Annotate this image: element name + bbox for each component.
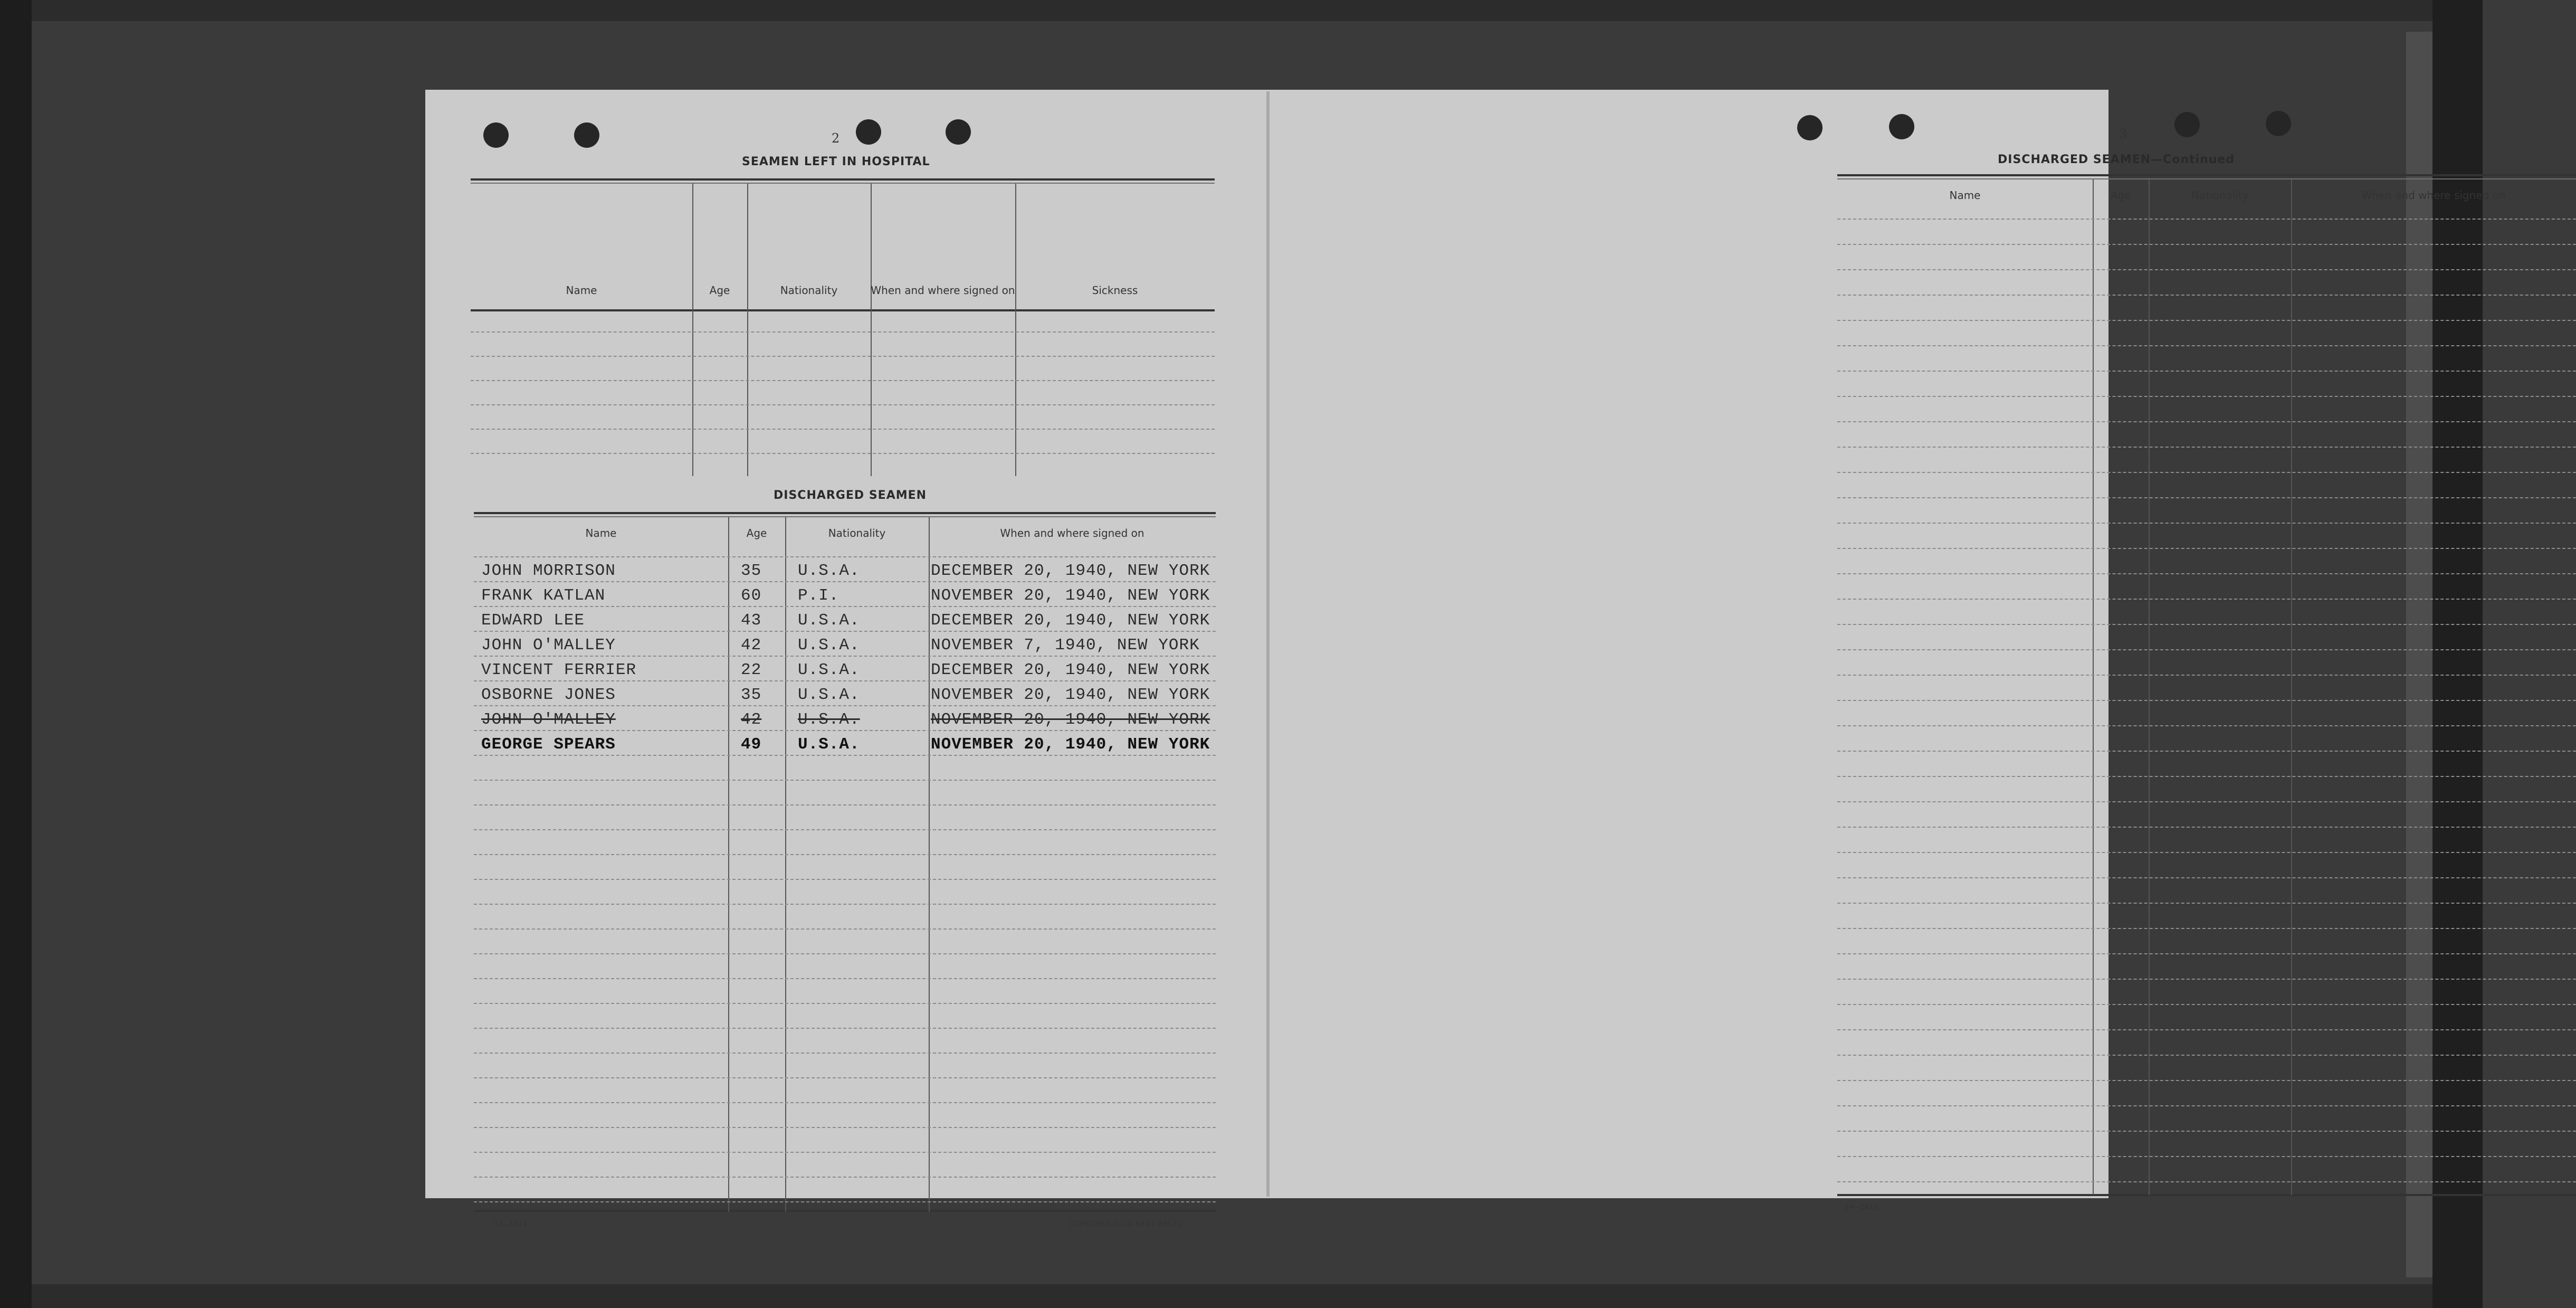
seaman-age: 43 (741, 611, 762, 630)
ruled-line (1837, 345, 2576, 346)
page-number: 3 (2119, 127, 2127, 141)
ruled-line (1837, 675, 2576, 676)
seaman-age: 35 (741, 562, 762, 580)
scan-border-bottom (0, 1284, 2483, 1308)
page-fold (1266, 91, 1270, 1197)
ruled-line (474, 1028, 1216, 1029)
ruled-line (1837, 1181, 2576, 1182)
ruled-line (1837, 827, 2576, 828)
ruled-line (1837, 371, 2576, 372)
seaman-name: JOHN O'MALLEY (481, 710, 616, 729)
ruled-line (474, 978, 1216, 979)
discharged-col-signed-on: When and where signed on (1000, 527, 1144, 539)
ruled-line (1837, 396, 2576, 397)
discharged-col-name: Name (585, 527, 617, 539)
ruled-line (1837, 1080, 2576, 1081)
ruled-line (474, 1053, 1216, 1054)
table-row (474, 657, 1216, 681)
discharged-col-nationality: Nationality (828, 527, 886, 539)
seaman-signed-on: NOVEMBER 20, 1940, NEW YORK (931, 586, 1210, 605)
ruled-line (471, 356, 1215, 357)
ruled-line (471, 331, 1215, 333)
ruled-line (474, 1127, 1216, 1128)
continued-col-name: Name (1949, 189, 1981, 202)
ruled-line (474, 804, 1216, 805)
table-row (474, 681, 1216, 706)
left-page (425, 90, 1266, 1228)
ruled-line (474, 829, 1216, 830)
hospital-col-age: Age (709, 284, 730, 297)
seaman-name: OSBORNE JONES (481, 686, 616, 704)
table-row (474, 731, 1216, 756)
punch-hole (856, 119, 881, 145)
ruled-line (1837, 649, 2576, 650)
seaman-signed-on: DECEMBER 20, 1940, NEW YORK (931, 562, 1210, 580)
punch-hole (1797, 115, 1823, 140)
right-page (1270, 90, 2506, 1211)
seaman-age: 22 (741, 661, 762, 679)
ruled-line (1837, 624, 2576, 625)
seaman-age: 49 (741, 735, 762, 754)
ruled-line (474, 1003, 1216, 1004)
seaman-name: FRANK KATLAN (481, 586, 606, 605)
ruled-line (1837, 928, 2576, 929)
form-number: 14—1613 (1845, 1203, 1878, 1211)
ruled-line (1837, 447, 2576, 448)
ruled-line (474, 780, 1216, 781)
ruled-line (1837, 801, 2576, 802)
ruled-line (471, 453, 1215, 454)
table-row (474, 632, 1216, 657)
continued-col-nationality: Nationality (2191, 189, 2249, 202)
punch-hole (1889, 114, 1914, 139)
punch-hole (574, 122, 599, 148)
ruled-line (474, 1152, 1216, 1153)
ruled-line (1837, 295, 2576, 296)
discharged-continued-table (1837, 174, 2576, 1201)
seaman-signed-on: NOVEMBER 20, 1940, NEW YORK (931, 686, 1210, 704)
ruled-line (1837, 700, 2576, 701)
ruled-line (474, 1177, 1216, 1178)
scan-border-left (0, 0, 32, 1308)
ruled-line (1837, 852, 2576, 853)
ruled-line (1837, 953, 2576, 954)
seaman-age: 42 (741, 636, 762, 655)
seaman-nationality: U.S.A. (798, 611, 860, 630)
table-row (474, 706, 1216, 731)
punch-hole (483, 122, 509, 148)
seaman-name: EDWARD LEE (481, 611, 585, 630)
form-number: 14—1613 (494, 1220, 527, 1228)
ruled-line (1837, 903, 2576, 904)
ruled-line (1837, 776, 2576, 777)
seaman-nationality: U.S.A. (798, 686, 860, 704)
seaman-signed-on: NOVEMBER 20, 1940, NEW YORK (931, 710, 1210, 729)
seaman-name: JOHN MORRISON (481, 562, 616, 580)
ruled-line (1837, 548, 2576, 549)
ruled-line (1837, 979, 2576, 980)
ruled-line (1837, 523, 2576, 524)
table-row (474, 557, 1216, 582)
discharged-table (474, 512, 1216, 1217)
ruled-line (1837, 751, 2576, 752)
ruled-line (1837, 421, 2576, 422)
ruled-line (1837, 472, 2576, 473)
ruled-line (474, 953, 1216, 954)
seaman-nationality: P.I. (798, 586, 839, 605)
seaman-name: JOHN O'MALLEY (481, 636, 616, 655)
ruled-line (471, 380, 1215, 381)
punch-hole (946, 119, 971, 145)
punch-hole (2174, 112, 2200, 137)
ruled-line (1837, 1105, 2576, 1106)
ruled-line (1837, 1156, 2576, 1157)
ruled-line (474, 1201, 1216, 1202)
ruled-line (1837, 269, 2576, 270)
seaman-signed-on: DECEMBER 20, 1940, NEW YORK (931, 661, 1210, 679)
seaman-signed-on: NOVEMBER 7, 1940, NEW YORK (931, 636, 1200, 655)
ruled-line (1837, 573, 2576, 574)
ruled-line (1837, 1055, 2576, 1056)
ruled-line (1837, 725, 2576, 726)
ruled-line (474, 1077, 1216, 1078)
ruled-line (1837, 1029, 2576, 1030)
discharged-col-age: Age (746, 527, 767, 539)
page-number: 2 (832, 131, 840, 146)
ruled-line (1837, 599, 2576, 600)
right-page-title: DISCHARGED SEAMEN—Continued (1998, 153, 2235, 166)
seaman-signed-on: NOVEMBER 20, 1940, NEW YORK (931, 735, 1210, 754)
hospital-col-sickness: Sickness (1092, 284, 1138, 297)
continued-note: [CONTINUED ON NEXT PAGE] (1069, 1220, 1182, 1228)
scan-border-top (0, 0, 2483, 21)
continued-col-signed-on: When and where signed on (2361, 189, 2506, 202)
seaman-age: 42 (741, 710, 762, 729)
hospital-col-signed-on: When and where signed on (871, 284, 1015, 297)
seaman-nationality: U.S.A. (798, 562, 860, 580)
ruled-line (474, 854, 1216, 855)
table-row (474, 607, 1216, 632)
hospital-col-name: Name (566, 284, 597, 297)
ruled-line (474, 879, 1216, 880)
hospital-col-nationality: Nationality (780, 284, 838, 297)
ruled-line (474, 928, 1216, 930)
ruled-line (1837, 497, 2576, 498)
seaman-name: GEORGE SPEARS (481, 735, 616, 754)
ruled-line (1837, 1131, 2576, 1132)
ruled-line (471, 404, 1215, 405)
ruled-line (1837, 320, 2576, 321)
seaman-nationality: U.S.A. (798, 735, 860, 754)
seaman-signed-on: DECEMBER 20, 1940, NEW YORK (931, 611, 1210, 630)
table-row (474, 582, 1216, 607)
seaman-nationality: U.S.A. (798, 636, 860, 655)
ruled-line (1837, 219, 2576, 220)
discharged-section-title: DISCHARGED SEAMEN (774, 489, 927, 502)
ruled-line (474, 904, 1216, 905)
hospital-table (471, 178, 1215, 474)
seaman-nationality: U.S.A. (798, 710, 860, 729)
seaman-age: 35 (741, 686, 762, 704)
ruled-line (1837, 244, 2576, 245)
punch-hole (2266, 111, 2291, 136)
ruled-line (471, 429, 1215, 430)
seaman-nationality: U.S.A. (798, 661, 860, 679)
hospital-section-title: SEAMEN LEFT IN HOSPITAL (742, 155, 930, 168)
ruled-line (474, 1102, 1216, 1103)
ruled-line (1837, 877, 2576, 878)
ruled-line (1837, 1004, 2576, 1005)
seaman-age: 60 (741, 586, 762, 605)
seaman-name: VINCENT FERRIER (481, 661, 637, 679)
continued-col-age: Age (2110, 189, 2131, 202)
